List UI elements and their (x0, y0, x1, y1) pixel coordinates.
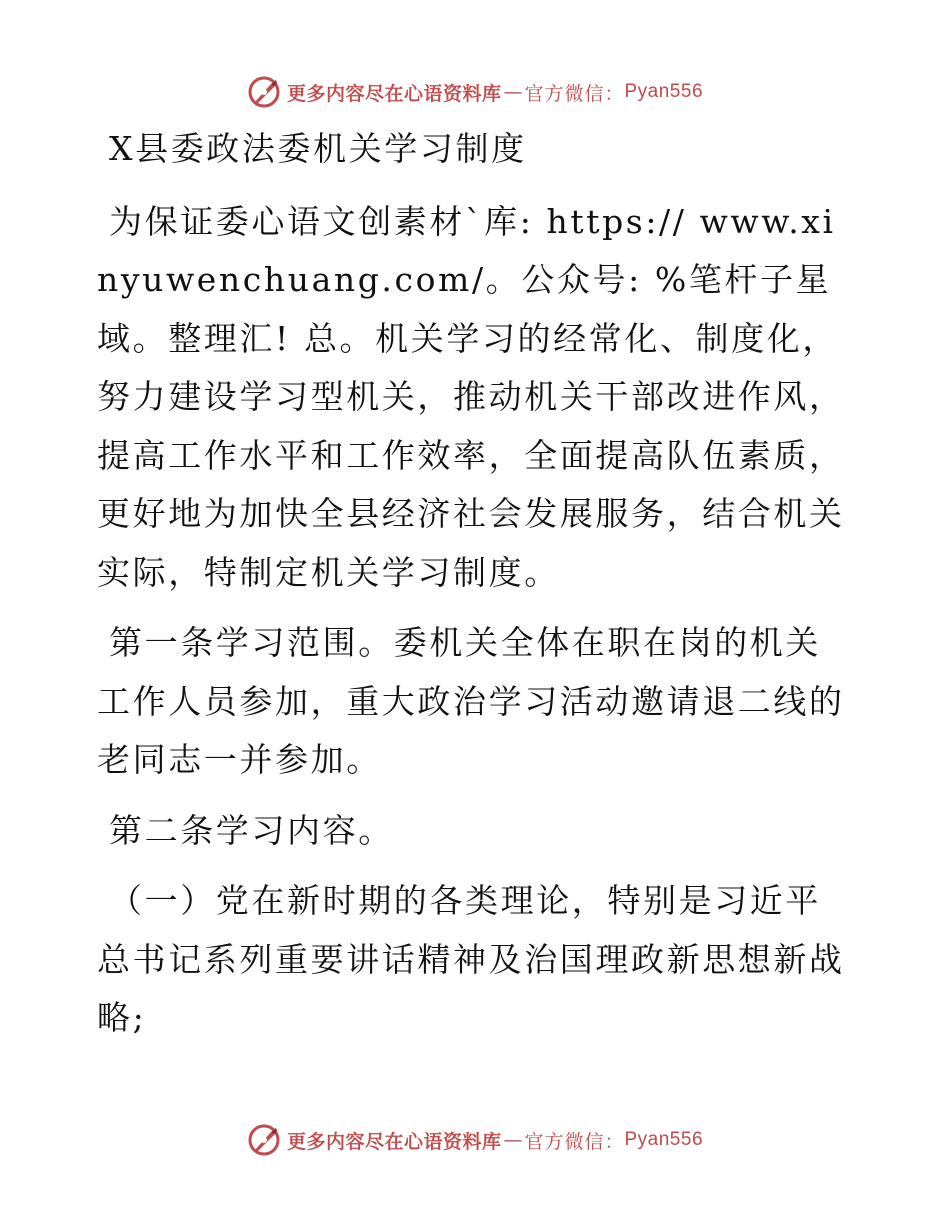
document-body (97, 120, 853, 1060)
paragraph-article-1: 第一条学习范围。委机关全体在职在岗的机关工作人员参加，重大政治学习活动邀请退二线的老同志一并参加。 (97, 623, 845, 779)
paragraph-intro: 为保证委心语文创素材`库: https:// www.xinyuwenchuang.com/。公众号: %笔杆子星域。整理汇! 总。机关学习的经常化、制度化，努力建设学习型机关，推动机关干部改进作风，提高工作水平和工作效率，全面提高队伍素质，更好地为加快全县经济社会发展服务，结合机关实际，特制定机关学习制度。 (97, 201, 845, 592)
quill-pen-circle-icon (247, 75, 281, 109)
watermark-official-label: 官方微信： (524, 82, 625, 105)
watermark-wechat-id: Pyan556 (624, 1129, 704, 1150)
paragraph-item-1: （一）党在新时期的各类理论，特别是习近平总书记系列重要讲话精神及治国理政新思想新战略; (97, 881, 845, 1037)
header-watermark (0, 72, 950, 112)
document-title: X县委政法委机关学习制度 (109, 129, 527, 168)
footer-watermark (0, 1120, 950, 1160)
watermark-separator: — (503, 1129, 523, 1151)
paragraph-article-2: 第二条学习内容。 (109, 810, 394, 850)
watermark-main-text: 更多内容尽在心语资料库 (286, 1130, 502, 1153)
watermark-wechat-id: Pyan556 (624, 81, 704, 102)
watermark-official-label: 官方微信： (524, 1130, 625, 1153)
watermark-separator: — (503, 81, 523, 103)
watermark-main-text: 更多内容尽在心语资料库 (286, 82, 502, 105)
quill-pen-circle-icon (247, 1123, 281, 1157)
